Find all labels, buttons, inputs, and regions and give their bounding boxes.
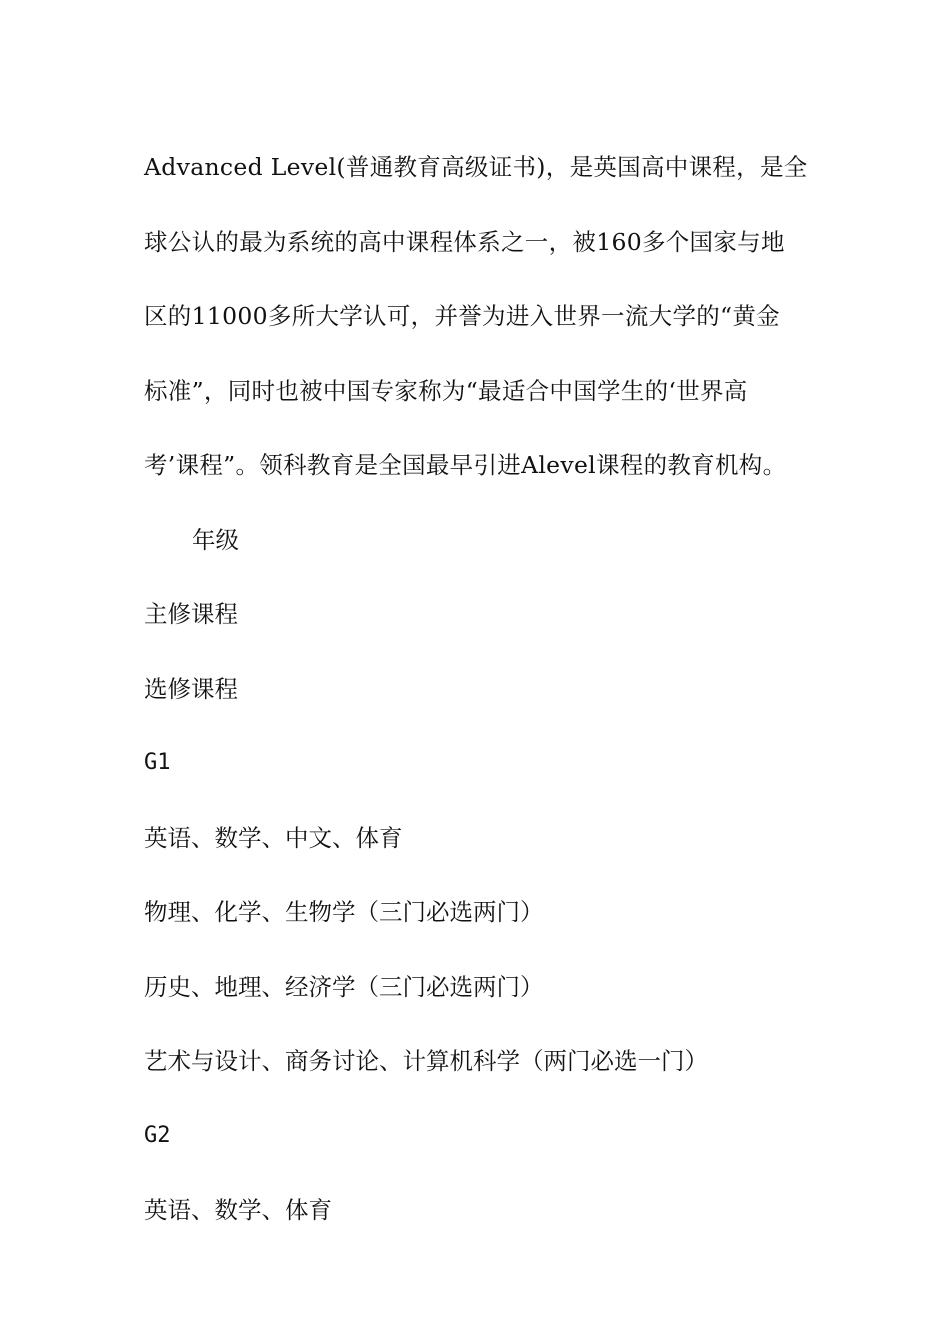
g1-main-courses: 英语、数学、中文、体育 [144,823,403,852]
g2-grade: G2 [144,1122,171,1148]
intro-paragraph [144,0,808,503]
header-main-courses: 主修课程 [144,600,238,628]
intro-line-2: 球公认的最为系统的高中课程体系之一，被160多个国家与地 [144,227,785,256]
document-page [144,0,808,1248]
course-table [144,503,808,1248]
header-grade: 年级 [192,525,239,554]
intro-line-5: 考’课程”。领科教育是全国最早引进Alevel课程的教育机构。 [144,451,787,479]
intro-line-3: 区的11000多所大学认可，并誉为进入世界一流大学的“黄金 [144,302,780,330]
g2-main-courses: 英语、数学、体育 [144,1196,332,1224]
g1-elective-humanities: 历史、地理、经济学（三门必选两门） [144,972,544,1001]
intro-line-4: 标准”，同时也被中国专家称为“最适合中国学生的‘世界高 [144,376,748,405]
g1-grade: G1 [144,750,171,775]
intro-line-1: Advanced Level(普通教育高级证书)，是英国高中课程，是全 [144,153,808,181]
header-elective-courses: 选修课程 [144,674,238,703]
g1-elective-science: 物理、化学、生物学（三门必选两门） [144,898,544,926]
g1-elective-arts: 艺术与设计、商务讨论、计算机科学（两门必选一门） [144,1047,708,1075]
